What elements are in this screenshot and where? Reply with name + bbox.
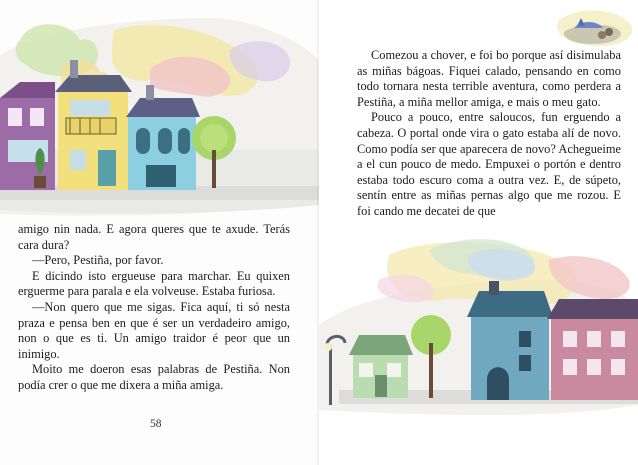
- paragraph: Comezou a chover, e foi bo porque así disimulaba as miñas bágoas. Fiquei calado, pensando en como todo tornara nesta terrible aventura, como perdera a Pestiña, a miña mellor amiga, e mais o meu gato.: [357, 48, 621, 109]
- right-page: [319, 0, 638, 465]
- right-houses-illustration: [319, 235, 638, 425]
- paragraph: Moito me doeron esas palabras de Pestiña. Non podía crer o que me dixera a miña amiga.: [18, 362, 290, 392]
- paragraph: Pouco a pouco, entre saloucos, fun erguendo a cabeza. O portal onde vira o gato estaba alí de novo. Como podía ser que aparecera de novo? Achegueime a el cun pouco de medo. Empuxei o portón e dentro estaba todo escuro coma a outra vez. E, de súpeto, sentín entre as miñas pernas algo que me rozou. E foi cando me decatei de que: [357, 110, 621, 218]
- right-page-text: [357, 48, 621, 220]
- page-number: 58: [150, 418, 162, 430]
- left-houses-illustration: [0, 0, 319, 220]
- left-page-text: [18, 222, 290, 394]
- paragraph: E dicindo isto ergueuse para marchar. Eu quixen erguerme para parala e ela volveuse. Estaba furiosa.: [18, 268, 290, 299]
- paragraph: amigo nin nada. E agora queres que te axude. Terás cara dura?: [18, 222, 290, 252]
- paragraph: —Pero, Pestiña, por favor.: [32, 253, 164, 268]
- paragraph: —Non quero que me sigas. Fica aquí, ti só nesta praza e pensa ben en que é ser un verdadeiro amigo, non o que es ti. Un amigo traidor é peor que un inimigo.: [18, 299, 290, 361]
